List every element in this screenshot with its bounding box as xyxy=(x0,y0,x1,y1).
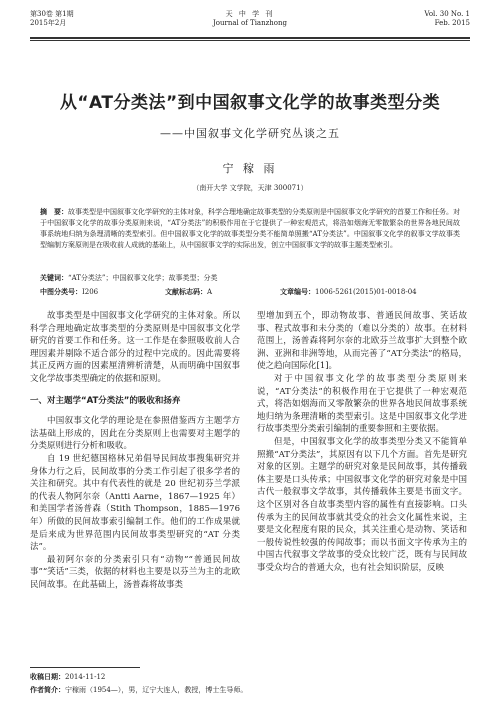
keywords xyxy=(40,273,218,283)
article-subtitle: ——中国叙事文化学研究丛谈之五 xyxy=(160,127,340,140)
journal-name-en: Journal of Tianzhong xyxy=(212,19,288,27)
body-paragraph: 中国叙事文化学的理论是在参照借鉴西方主题学方法基础上形成的，因此在分类原则上也需要对主题学的分类原则进行分析和吸收。 xyxy=(30,416,240,452)
volume-issue-en: Vol. 30 No. 1 xyxy=(424,10,470,18)
issue-date: 2015年2月 xyxy=(30,19,67,27)
author-affiliation: （南开大学 文学院，天津 300071） xyxy=(192,184,308,192)
received-date xyxy=(30,672,105,682)
keywords-label: 关键词： xyxy=(40,274,68,282)
document-code xyxy=(165,287,212,297)
issue-date-en: Feb. 2015 xyxy=(434,19,470,27)
header-rule-thin xyxy=(30,40,470,41)
clc-value: I206 xyxy=(82,288,99,296)
author-bio xyxy=(30,685,247,695)
body-paragraph: 最初阿尔奈的分类索引只有“动物”“普通民间故事”“笑话”三类，依据的材料也主要是以芬兰为主的北欧民间故事。在此基础上，汤普森将故事类 xyxy=(30,554,240,590)
journal-name-cn: 天 中 学 刊 xyxy=(225,10,275,18)
section-heading: 一、对主题学“AT分类法”的吸收和扬弃 xyxy=(30,395,181,406)
abstract xyxy=(40,207,460,251)
body-paragraph: 对于中国叙事文化学的故事类型分类原则来说，“AT分类法”的积极作用在于它提供了一种宏观范式，将浩如烟海而又零散繁杂的世界各地民间故事系统地归纳为条理清晰的类型索引。这是中国叙事文化学进行故事类型分类索引编制的重要参照和主要依据。 xyxy=(257,373,467,435)
header-rule xyxy=(30,37,470,39)
doc-code-value: A xyxy=(207,288,213,296)
clc-number xyxy=(40,287,98,297)
body-paragraph: 型增加到五个，即动物故事、普通民间故事、笑话故事、程式故事和未分类的（难以分类的）故事。在材料范围上，汤普森将阿尔奈的北欧芬兰故事扩大到整个欧洲、亚洲和非洲等地，从而完善了“AT分类法”的格局，使之趋向国际化[1]。 xyxy=(257,311,467,372)
received-label: 收稿日期： xyxy=(30,672,65,681)
article-number-label: 文章编号： xyxy=(280,288,315,296)
clc-label: 中图分类号： xyxy=(40,288,82,296)
body-paragraph: 但是，中国叙事文化学的故事类型分类又不能简单照搬“AT分类法”，其原因有以下几个方面。首先是研究对象的区别。主题学的研究对象是民间故事，其传播载体主要是口头传承；中国叙事文化学的研究对象是中国古代一般叙事文学故事，其传播载体主要是书面文字。这个区别对各自故事类型内容的属性有直接影响。口头传承为主的民间故事就其受众的社会文化属性来说，主要是文化程度有限的民众，其关注重心是动物、笑话和一般传说性较强的传闻故事；而以书面文字传承为主的中国古代叙事文学故事的受众比较广泛，既有与民间故事受众均合的普通大众，也有社会知识阶层，反映 xyxy=(257,436,467,573)
volume-issue: 第30卷 第1期 xyxy=(30,10,74,18)
author-name: 宁 稼 雨 xyxy=(222,162,278,175)
article-number xyxy=(280,287,417,297)
footnote-rule xyxy=(30,667,140,668)
body-column-left xyxy=(30,310,240,591)
author-bio-text: 宁稼雨（1954—），男，辽宁大连人，教授，博士生导师。 xyxy=(65,686,248,694)
author-bio-label: 作者简介： xyxy=(30,685,65,694)
body-paragraph: 自 19 世纪德国格林兄弟倡导民间故事搜集研究并身体力行之后，民间故事的分类工作引起了很多学者的关注和研究。其中有代表性的就是 20 世纪初芬兰学派的代表人物阿尔奈（Antti Aarne，1867—1925 年）和美国学者汤普森（Stith Thompson，1885—1976 年）所做的民间故事索引编制工作。他们的工作成果就是后来成为世界范围内民间故事类型研究的“AT 分类法”。 xyxy=(30,453,240,553)
doc-code-label: 文献标志码： xyxy=(165,288,207,296)
abstract-text: 故事类型是中国叙事文化学研究的主体对象，科学合理地确定故事类型的分类原则是中国叙事文化学研究的首要工作和任务。对于中国叙事文化学的故事分类原则来说，“AT分类法”的积极作用在于它提供了一种宏观范式，将浩如烟海无零散繁杂的世界各地民间故事系统地归纳为条理清晰的类型索引。但中国叙事文化学的故事类型分类不能简单照搬“AT分类法”。中国叙事文化学的叙事文学故事类型编制方案原则是在吸收前人成就的基础上，从中国叙事文学的实际出发，创立中国叙事文学的故事主题类型索引。 xyxy=(40,208,460,249)
journal-issue-info-en xyxy=(424,10,470,28)
keywords-text: “AT分类法”；中国叙事文化学；故事类型；分类 xyxy=(68,274,218,282)
article-number-value: 1006-5261(2015)01-0018-04 xyxy=(315,288,417,296)
body-paragraph: 故事类型是中国叙事文化学研究的主体对象。所以科学合理地确定故事类型的分类原则是中国叙事文化学研究的首要工作和任务。这一工作是在参照吸收前人合理因素并剔除不适合部分的过程中完成的。因此需要将其正反两方面的因素厘清辨析清楚，从而明确中国叙事文化学故事类型确定的依据和原则。 xyxy=(30,311,240,384)
received-value: 2014-11-12 xyxy=(65,673,106,681)
body-column-right xyxy=(257,310,467,574)
article-title: 从“AT分类法”到中国叙事文化学的故事类型分类 xyxy=(59,93,441,113)
abstract-label: 摘 要： xyxy=(40,208,68,216)
